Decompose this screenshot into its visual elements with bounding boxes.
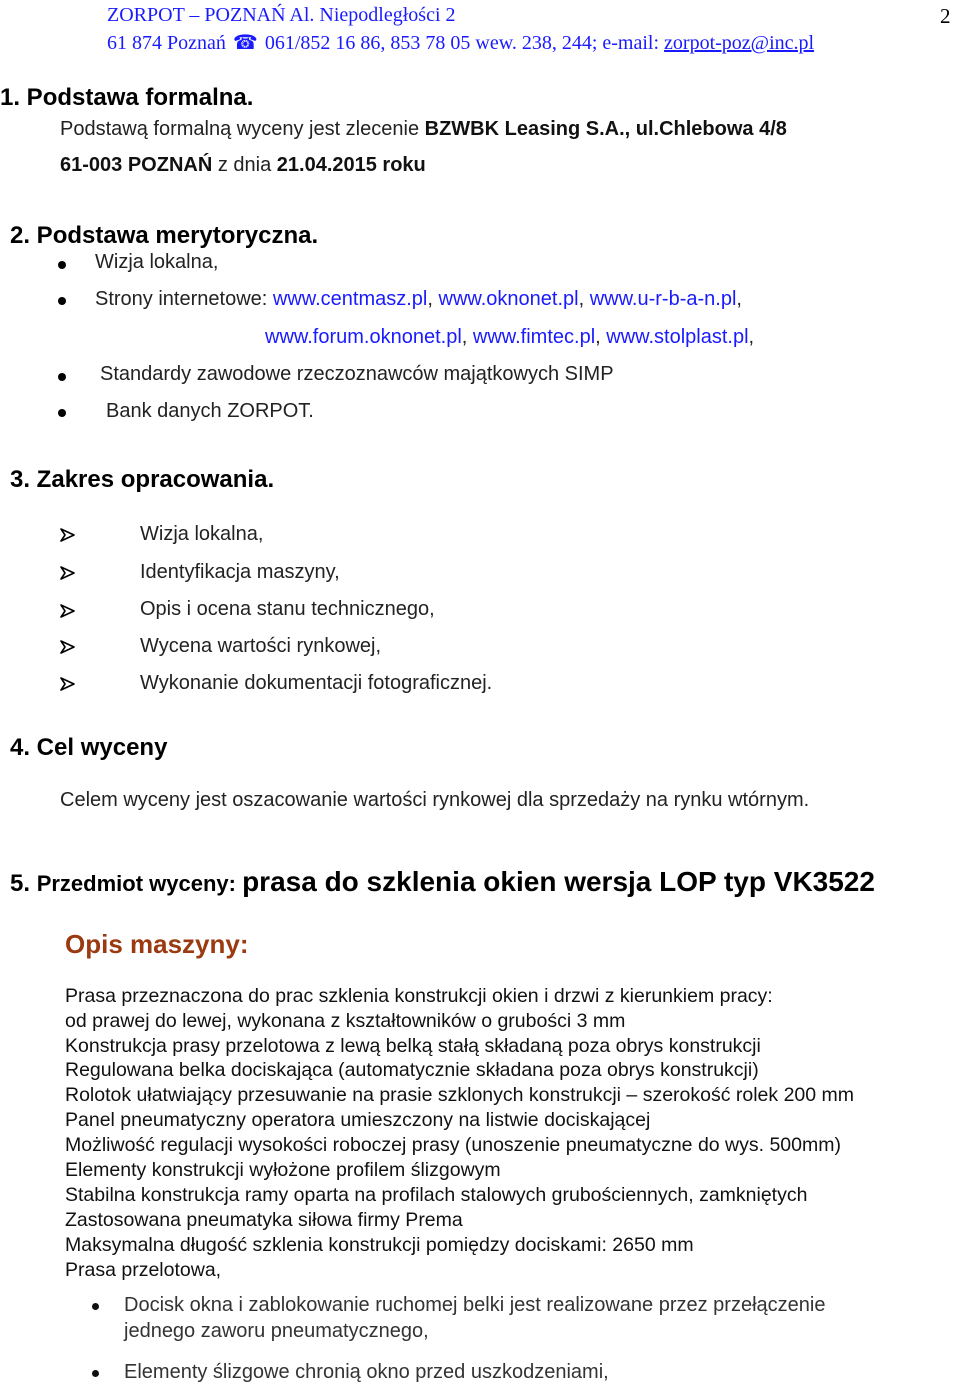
separator: ,: [595, 326, 607, 348]
section-1-client: BZWBK Leasing S.A., ul.Chlebowa 4/8: [424, 118, 787, 140]
section-5-title: [10, 866, 875, 898]
link-fimtec[interactable]: www.fimtec.pl: [472, 326, 596, 348]
link-oknonet[interactable]: www.oknonet.pl: [438, 288, 579, 310]
section-2-item-2: [95, 288, 742, 311]
description-line: Możliwość regulacji wysokości roboczej prasy (unoszenie pneumatyczne do wys. 500mm): [65, 1134, 841, 1156]
section-2-item-3: Standardy zawodowe rzeczoznawców majątkowych SIMP: [100, 363, 614, 385]
section-2-title: 2. Podstawa merytoryczna.: [10, 222, 319, 249]
section-2-item-1: Wizja lokalna,: [95, 251, 219, 273]
machine-description-heading: Opis maszyny:: [65, 929, 249, 959]
telephone-icon: ☎: [232, 32, 258, 54]
feature-bullet-cont: jednego zaworu pneumatycznego,: [124, 1320, 429, 1342]
arrow-bullet-icon: [60, 640, 76, 654]
section-1-date: 21.04.2015 roku: [276, 154, 426, 176]
section-1-line-1: [60, 118, 787, 141]
letterhead-line-2: [107, 30, 814, 55]
description-line: Zastosowana pneumatyka siłowa firmy Prema: [65, 1209, 463, 1231]
bullet-icon: [58, 373, 66, 381]
arrow-bullet-icon: [60, 677, 76, 691]
link-urban[interactable]: www.u-r-b-a-n.pl: [589, 288, 737, 310]
section-2-item-2-cont: [265, 326, 754, 349]
separator: ,: [578, 288, 590, 310]
arrow-bullet-icon: [60, 604, 76, 618]
letterhead-line-1: ZORPOT – POZNAŃ Al. Niepodległości 2: [107, 4, 456, 26]
description-line: Konstrukcja prasy przelotowa z lewą belką stałą składaną poza obrys konstrukcji: [65, 1035, 761, 1057]
section-2-item-4: Bank danych ZORPOT.: [106, 400, 314, 422]
description-line: Prasa przelotowa,: [65, 1259, 222, 1281]
feature-bullet: Elementy ślizgowe chronią okno przed uszkodzeniami,: [124, 1361, 609, 1383]
section-1-line-2: [60, 154, 426, 177]
bullet-icon: [58, 297, 66, 305]
feature-bullet: Docisk okna i zablokowanie ruchomej belki jest realizowane przez przełączenie: [124, 1294, 826, 1316]
description-line: Prasa przeznaczona do prac szklenia konstrukcji okien i drzwi z kierunkiem pracy:: [65, 985, 773, 1007]
section-3-item: Identyfikacja maszyny,: [140, 561, 340, 583]
section-5-label: Przedmiot wyceny:: [36, 871, 243, 896]
description-line: Maksymalna długość szklenia konstrukcji pomiędzy dociskami: 2650 mm: [65, 1234, 694, 1256]
section-3-item: Wykonanie dokumentacji fotograficznej.: [140, 672, 493, 694]
bullet-icon: [58, 409, 66, 417]
section-3-item: Wizja lokalna,: [140, 523, 264, 545]
description-line: Elementy konstrukcji wyłożone profilem ślizgowym: [65, 1159, 501, 1181]
arrow-bullet-icon: [60, 528, 76, 542]
section-1-title: 1. Podstawa formalna.: [0, 84, 254, 111]
description-line: Panel pneumatyczny operatora umieszczony na listwie dociskającej: [65, 1109, 651, 1131]
page-number: 2: [940, 4, 951, 28]
letterhead-phones: 061/852 16 86, 853 78 05 wew. 238, 244; e-mail:: [264, 32, 665, 54]
description-line: od prawej do lewej, wykonana z kształtowników o grubości 3 mm: [65, 1010, 626, 1032]
bullet-icon: [58, 261, 66, 269]
bullet-icon: [92, 1303, 99, 1310]
link-forum-oknonet[interactable]: www.forum.oknonet.pl: [265, 326, 462, 348]
separator: ,: [461, 326, 473, 348]
separator: ,: [748, 326, 755, 348]
description-line: Stabilna konstrukcja ramy oparta na profilach stalowych grubościennych, zamkniętych: [65, 1184, 808, 1206]
section-1-date-label: z dnia: [212, 154, 277, 176]
section-3-item: Wycena wartości rynkowej,: [140, 635, 382, 657]
description-line: Rolotok ułatwiający przesuwanie na prasie szklonych konstrukcji – szerokość rolek 200 mm: [65, 1084, 855, 1106]
separator: ,: [736, 288, 742, 310]
section-5-number: 5.: [10, 870, 37, 897]
description-line: Regulowana belka dociskająca (automatycznie składana poza obrys konstrukcji): [65, 1059, 759, 1081]
link-centmasz[interactable]: www.centmasz.pl: [272, 288, 428, 310]
section-3-title: 3. Zakres opracowania.: [10, 466, 275, 493]
section-3-item: Opis i ocena stanu technicznego,: [140, 598, 435, 620]
section-1-text: Podstawą formalną wyceny jest zlecenie: [60, 118, 425, 140]
link-stolplast[interactable]: www.stolplast.pl: [606, 326, 749, 348]
email-link[interactable]: zorpot-poz@inc.pl: [664, 32, 815, 54]
section-4-text: Celem wyceny jest oszacowanie wartości rynkowej dla sprzedaży na rynku wtórnym.: [60, 789, 810, 811]
machine-name: prasa do szklenia okien wersja LOP typ VK3522: [242, 866, 875, 897]
bullet-icon: [92, 1370, 99, 1377]
websites-label: Strony internetowe:: [95, 288, 273, 310]
letterhead-city: 61 874 Poznań: [107, 32, 226, 54]
section-1-city: 61-003 POZNAŃ: [60, 154, 213, 176]
arrow-bullet-icon: [60, 566, 76, 580]
section-4-title: 4. Cel wyceny: [10, 734, 168, 761]
separator: ,: [427, 288, 439, 310]
